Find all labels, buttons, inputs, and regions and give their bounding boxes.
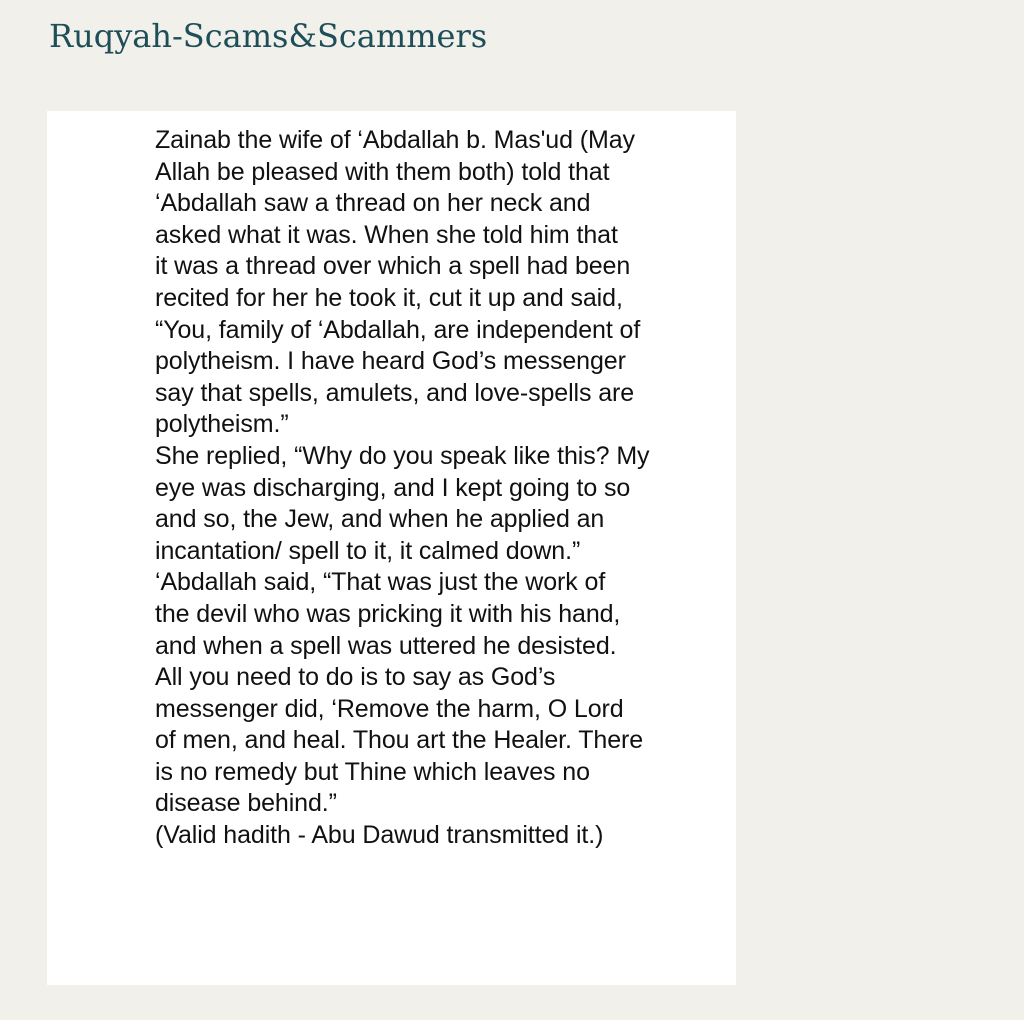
hadith-quote [155, 125, 730, 852]
quote-line: and so, the Jew, and when he applied an [155, 505, 605, 534]
quote-line: is no remedy but Thine which leaves no [155, 757, 590, 786]
quote-line: the devil who was pricking it with his hand, [155, 599, 621, 628]
quote-line: polytheism.” [155, 410, 289, 439]
quote-line: Zainab the wife of ‘Abdallah b. Mas'ud (May [155, 126, 635, 154]
quote-line: She replied, “Why do you speak like this? My [155, 441, 650, 470]
quote-line: incantation/ spell to it, it calmed down.” [155, 536, 581, 565]
quote-line: eye was discharging, and I kept going to so [155, 473, 631, 502]
quote-line: polytheism. I have heard God’s messenger [155, 347, 626, 376]
quote-line: Allah be pleased with them both) told that [155, 157, 610, 186]
quote-line: it was a thread over which a spell had been [155, 252, 631, 281]
quote-line: and when a spell was uttered he desisted. [155, 631, 617, 660]
quote-line: of men, and heal. Thou art the Healer. There [155, 726, 644, 755]
quote-line: “You, family of ‘Abdallah, are independent of [155, 315, 641, 344]
quote-line: ‘Abdallah saw a thread on her neck and [155, 189, 591, 218]
quote-line: ‘Abdallah said, “That was just the work of [155, 568, 606, 597]
quote-line: recited for her he took it, cut it up and said, [155, 283, 623, 312]
quote-line: say that spells, amulets, and love-spells are [155, 378, 635, 407]
quote-line: asked what it was. When she told him that [155, 220, 618, 249]
quote-line: disease behind.” [155, 789, 337, 818]
quote-line: All you need to do is to say as God’s [155, 663, 556, 692]
quote-citation: (Valid hadith - Abu Dawud transmitted it.) [155, 821, 604, 850]
site-title[interactable]: Ruqyah-Scams&Scammers [49, 17, 488, 55]
quote-card [47, 111, 736, 985]
quote-line: messenger did, ‘Remove the harm, O Lord [155, 694, 624, 723]
